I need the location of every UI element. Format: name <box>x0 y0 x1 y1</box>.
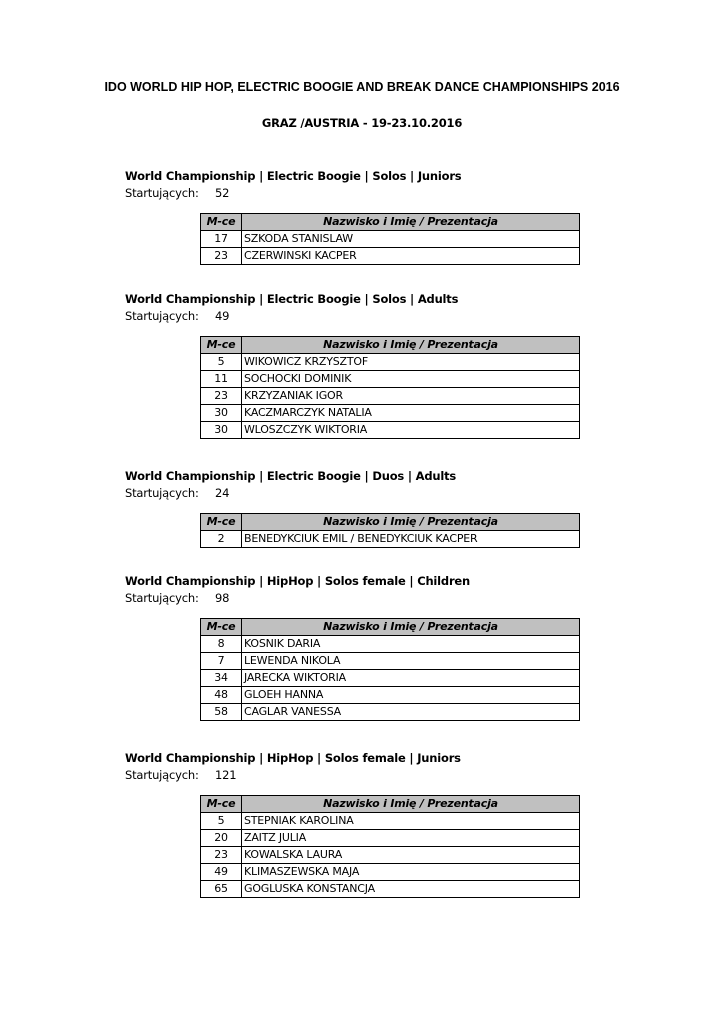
place-column-header: M-ce <box>201 619 242 636</box>
name-cell: KACZMARCZYK NATALIA <box>242 405 580 422</box>
section-heading: World Championship | HipHop | Solos female | Children <box>125 574 471 588</box>
table-header-row <box>201 214 580 231</box>
table-row <box>201 371 580 388</box>
section-heading: World Championship | Electric Boogie | Solos | Adults <box>125 292 459 306</box>
table-header-row <box>201 337 580 354</box>
table-row <box>201 813 580 830</box>
results-section <box>125 573 585 718</box>
place-cell: 48 <box>201 687 242 704</box>
name-cell: LEWENDA NIKOLA <box>242 653 580 670</box>
place-cell: 17 <box>201 231 242 248</box>
name-cell: CAGLAR VANESSA <box>242 704 580 721</box>
results-section <box>125 750 585 895</box>
starters-count <box>125 485 585 502</box>
name-cell: ZAITZ JULIA <box>242 830 580 847</box>
name-cell: CZERWINSKI KACPER <box>242 248 580 265</box>
name-column-header: Nazwisko i Imię / Prezentacja <box>242 214 580 231</box>
name-cell: KOWALSKA LAURA <box>242 847 580 864</box>
name-cell: SZKODA STANISLAW <box>242 231 580 248</box>
place-column-header: M-ce <box>201 514 242 531</box>
table-row <box>201 881 580 898</box>
table-row <box>201 422 580 439</box>
starters-label: Startujących: <box>125 186 199 200</box>
place-cell: 20 <box>201 830 242 847</box>
starters-label: Startujących: <box>125 309 199 323</box>
name-cell: KLIMASZEWSKA MAJA <box>242 864 580 881</box>
place-cell: 5 <box>201 813 242 830</box>
name-column-header: Nazwisko i Imię / Prezentacja <box>242 337 580 354</box>
document-title: IDO WORLD HIP HOP, ELECTRIC BOOGIE AND BREAK DANCE CHAMPIONSHIPS 2016 <box>104 80 620 94</box>
table-row <box>201 830 580 847</box>
name-cell: GOGLUSKA KONSTANCJA <box>242 881 580 898</box>
place-cell: 23 <box>201 248 242 265</box>
results-table <box>200 513 580 548</box>
name-cell: STEPNIAK KAROLINA <box>242 813 580 830</box>
starters-label: Startujących: <box>125 591 199 605</box>
table-row <box>201 248 580 265</box>
results-section <box>125 168 585 262</box>
results-table <box>200 336 580 439</box>
starters-value: 52 <box>215 186 230 200</box>
place-cell: 7 <box>201 653 242 670</box>
results-table <box>200 795 580 898</box>
place-cell: 30 <box>201 422 242 439</box>
starters-value: 121 <box>215 768 237 782</box>
place-cell: 5 <box>201 354 242 371</box>
starters-value: 49 <box>215 309 230 323</box>
place-cell: 34 <box>201 670 242 687</box>
table-row <box>201 864 580 881</box>
place-cell: 49 <box>201 864 242 881</box>
name-cell: KOSNIK DARIA <box>242 636 580 653</box>
name-cell: SOCHOCKI DOMINIK <box>242 371 580 388</box>
section-heading: World Championship | Electric Boogie | Solos | Juniors <box>125 169 462 183</box>
place-column-header: M-ce <box>201 337 242 354</box>
starters-label: Startujących: <box>125 486 199 500</box>
starters-value: 24 <box>215 486 230 500</box>
document-subtitle: GRAZ /AUSTRIA - 19-23.10.2016 <box>261 116 463 130</box>
name-cell: WLOSZCZYK WIKTORIA <box>242 422 580 439</box>
results-section <box>125 468 585 545</box>
table-row <box>201 231 580 248</box>
place-cell: 58 <box>201 704 242 721</box>
name-cell: JARECKA WIKTORIA <box>242 670 580 687</box>
results-table <box>200 618 580 721</box>
starters-count <box>125 308 585 325</box>
name-column-header: Nazwisko i Imię / Prezentacja <box>242 619 580 636</box>
table-row <box>201 687 580 704</box>
starters-count <box>125 185 585 202</box>
section-heading: World Championship | Electric Boogie | Duos | Adults <box>125 469 457 483</box>
name-cell: WIKOWICZ KRZYSZTOF <box>242 354 580 371</box>
table-row <box>201 653 580 670</box>
place-cell: 23 <box>201 388 242 405</box>
table-row <box>201 636 580 653</box>
place-cell: 2 <box>201 531 242 548</box>
table-row <box>201 704 580 721</box>
name-cell: KRZYZANIAK IGOR <box>242 388 580 405</box>
section-heading: World Championship | HipHop | Solos female | Juniors <box>125 751 461 765</box>
starters-value: 98 <box>215 591 230 605</box>
name-column-header: Nazwisko i Imię / Prezentacja <box>242 796 580 813</box>
table-row <box>201 354 580 371</box>
table-header-row <box>201 514 580 531</box>
place-cell: 65 <box>201 881 242 898</box>
table-row <box>201 388 580 405</box>
results-table <box>200 213 580 265</box>
table-row <box>201 405 580 422</box>
place-cell: 23 <box>201 847 242 864</box>
place-column-header: M-ce <box>201 796 242 813</box>
name-cell: GLOEH HANNA <box>242 687 580 704</box>
results-section <box>125 291 585 436</box>
starters-count <box>125 590 585 607</box>
table-row <box>201 847 580 864</box>
starters-count <box>125 767 585 784</box>
table-header-row <box>201 796 580 813</box>
place-cell: 11 <box>201 371 242 388</box>
place-column-header: M-ce <box>201 214 242 231</box>
table-row <box>201 670 580 687</box>
place-cell: 30 <box>201 405 242 422</box>
name-column-header: Nazwisko i Imię / Prezentacja <box>242 514 580 531</box>
starters-label: Startujących: <box>125 768 199 782</box>
name-cell: BENEDYKCIUK EMIL / BENEDYKCIUK KACPER <box>242 531 580 548</box>
place-cell: 8 <box>201 636 242 653</box>
table-header-row <box>201 619 580 636</box>
table-row <box>201 531 580 548</box>
